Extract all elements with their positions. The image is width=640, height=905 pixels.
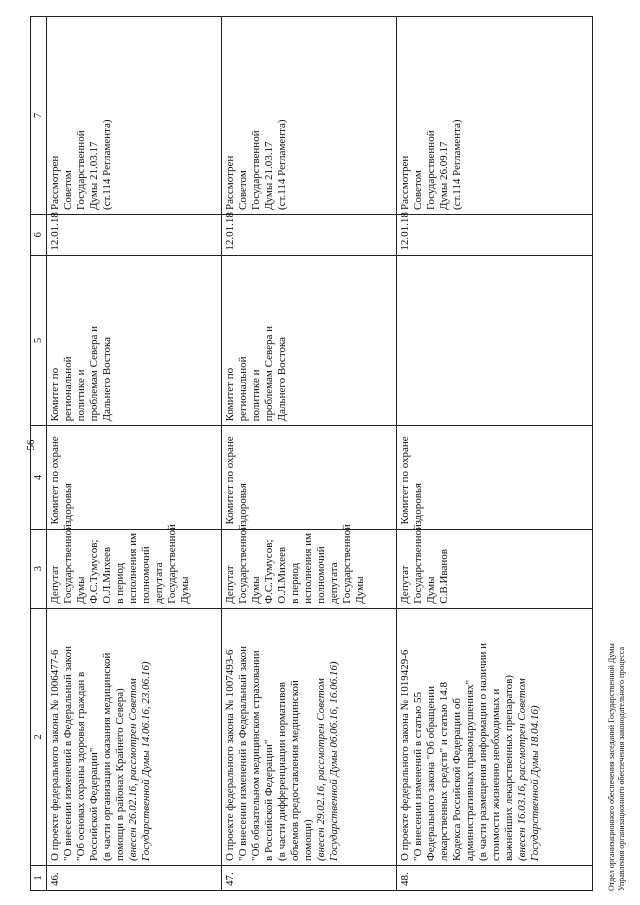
bill-author-line: в период [289, 562, 301, 604]
bill-status-line: (ст.114 Регламента) [101, 119, 113, 210]
bill-author-line: полномочий [140, 546, 152, 604]
row-number: 47. [222, 866, 397, 891]
bill-author-line: Государственной [166, 524, 178, 604]
bill-description-line: стоимости жизненно необходимых и [490, 688, 502, 861]
responsible-committee-line: Комитет по охране [399, 436, 411, 525]
footer-line: Отдел организационного обеспечения заседаний Государственной Думы [607, 643, 616, 891]
responsible-committee [222, 426, 397, 529]
bill-author-line: Думы [425, 576, 437, 604]
bill-status-line: Советом [412, 170, 424, 210]
bill-description [222, 608, 397, 865]
bill-description-line: О проекте федерального закона № 1019429-6 [399, 649, 411, 861]
responsible-committee [47, 426, 222, 529]
bill-author-line: исполнения им [302, 533, 314, 604]
bill-author-line: Депутат [399, 565, 411, 604]
co-executor-committee-line: проблемам Севера и [88, 325, 100, 422]
bill-status-line: Советом [62, 170, 74, 210]
column-number: 2 [31, 608, 47, 865]
responsible-committee-line: здоровья [412, 483, 424, 525]
co-executor-committee-line: региональной [62, 356, 74, 422]
bill-description-line: Федерального закона "Об обращении [425, 685, 437, 861]
bill-author [397, 524, 593, 608]
review-date: 12.01.18 [397, 214, 593, 255]
bill-author-line: О.Л.Михеев [276, 546, 288, 604]
bill-author [47, 524, 222, 608]
table-row [222, 17, 397, 891]
bill-author-line: Ф.С.Тумусов; [263, 539, 275, 604]
bill-author-line: С.В.Иванов [438, 549, 450, 604]
bill-description-line: объемов предоставления медицинской [289, 680, 301, 861]
bill-author-line: Депутат [49, 565, 61, 604]
bill-description-line: помощи) [302, 819, 314, 861]
bill-author-line: Думы [75, 576, 87, 604]
co-executor-committee-line: проблемам Севера и [263, 325, 275, 422]
footer [607, 643, 627, 891]
responsible-committee-line: здоровья [62, 483, 74, 525]
co-executor-committee-line: Комитет по [224, 367, 236, 422]
bill-status-line: Рассмотрен [49, 155, 61, 210]
bill-author-line: Думы [354, 576, 366, 604]
bill-description-line: "О внесении изменений в Федеральный закон [62, 646, 74, 861]
row-number: 48. [397, 866, 593, 891]
bill-author-line: в период [114, 562, 126, 604]
bill-description-note: Государственной Думы 18.04.16) [529, 705, 541, 861]
bill-description-line: важнейших лекарственных препаратов) [503, 675, 515, 861]
bill-author-line: Государственной [341, 524, 353, 604]
bill-description-note: (внесен 29.02.16, рассмотрен Советом [315, 678, 327, 861]
bill-description-line: Кодекса Российской Федерации об [451, 698, 463, 861]
bill-author-line: Государственной [412, 524, 424, 604]
co-executor-committee-line: политике и [250, 369, 262, 422]
co-executor-committee-line: Комитет по [49, 367, 61, 422]
bill-description-note: (внесен 16.03.16, рассмотрен Советом [516, 678, 528, 861]
bill-status-line: Советом [237, 170, 249, 210]
bill-author [222, 524, 397, 608]
bills-table [30, 16, 593, 891]
responsible-committee-line: Комитет по охране [224, 436, 236, 525]
co-executor-committee [222, 255, 397, 426]
bill-description-line: "О внесении изменений в Федеральный закон [237, 646, 249, 861]
bill-author-line: депутата [153, 562, 165, 604]
co-executor-committee-line: Дальнего Востока [101, 336, 113, 422]
bill-description [47, 608, 222, 865]
bill-author-line: О.Л.Михеев [101, 546, 113, 604]
bill-description-line: (в части размещения информации о наличии и [477, 642, 489, 861]
column-number: 7 [31, 17, 47, 215]
bill-description-line: административных правонарушениях" [464, 679, 476, 861]
bill-status-line: Рассмотрен [224, 155, 236, 210]
bill-author-line: Думы [179, 576, 191, 604]
table-row [47, 17, 222, 891]
bill-description [397, 608, 593, 865]
bill-description-note: Государственной Думы 06.06.16, 16.06.16) [328, 661, 340, 861]
responsible-committee [397, 426, 593, 529]
bill-status-line: Думы 26.09.17 [438, 141, 450, 210]
bill-status-line: Рассмотрен [399, 155, 411, 210]
bill-status-line: (ст.114 Регламента) [276, 119, 288, 210]
bill-description-line: "Об основах охраны здоровья граждан в [75, 671, 87, 861]
column-number: 5 [31, 255, 47, 426]
bill-description-line: Российской Федерации" [88, 747, 100, 861]
review-date: 12.01.18 [47, 214, 222, 255]
bill-author-line: полномочий [315, 546, 327, 604]
bill-description-line: О проекте федерального закона № 1006477-6 [49, 649, 61, 861]
bill-status-line: Думы 21.03.17 [88, 141, 100, 210]
column-number-row [31, 17, 47, 891]
responsible-committee-line: Комитет по охране [49, 436, 61, 525]
bill-status [397, 17, 593, 215]
bill-description-line: в Российской Федерации" [263, 739, 275, 861]
bill-description-line: помощи в районах Крайнего Севера) [114, 688, 126, 861]
co-executor-committee-line: Дальнего Востока [276, 336, 288, 422]
co-executor-committee-line: политике и [75, 369, 87, 422]
bill-description-line: лекарственных средств" и статью 14.8 [438, 682, 450, 861]
bill-description-note: (внесен 26.02.16, рассмотрен Советом [127, 678, 139, 861]
bill-author-line: Государственной [237, 524, 249, 604]
bill-author-line: Думы [250, 576, 262, 604]
bill-author-line: исполнения им [127, 533, 139, 604]
column-number: 4 [31, 426, 47, 529]
bill-description-line: (в части дифференциации нормативов [276, 682, 288, 861]
bill-description-line: (в части организации оказания медицинской [101, 652, 113, 861]
column-number: 3 [31, 529, 47, 608]
co-executor-committee-line: региональной [237, 356, 249, 422]
column-number: 6 [31, 214, 47, 255]
table-row [397, 17, 593, 891]
bill-author-line: депутата [328, 562, 340, 604]
bill-author-line: Депутат [224, 565, 236, 604]
bill-author-line: Государственной [62, 524, 74, 604]
page-number: 56 [25, 439, 37, 451]
bill-status [47, 17, 222, 215]
bill-status-line: Думы 21.03.17 [263, 141, 275, 210]
co-executor-committee [47, 255, 222, 426]
row-number: 46. [47, 866, 222, 891]
bill-status-line: (ст.114 Регламента) [451, 119, 463, 210]
bill-status-line: Государственной [75, 130, 87, 210]
footer-line: Управления организационного обеспечения законодательного процесса [617, 646, 626, 891]
bill-status-line: Государственной [250, 130, 262, 210]
bill-status-line: Государственной [425, 130, 437, 210]
bill-author-line: Ф.С.Тумусов; [88, 539, 100, 604]
column-number: 1 [31, 866, 47, 891]
responsible-committee-line: здоровья [237, 483, 249, 525]
review-date: 12.01.18 [222, 214, 397, 255]
co-executor-committee [397, 255, 593, 426]
bill-description-line: "Об обязательном медицинском страховании [250, 650, 262, 861]
bill-description-note: Государственной Думы 14.06.16, 23.06.16) [140, 661, 152, 861]
bill-status [222, 17, 397, 215]
bill-description-line: О проекте федерального закона № 1007493-6 [224, 649, 236, 861]
bill-description-line: "О внесении изменений в статью 55 [412, 692, 424, 861]
